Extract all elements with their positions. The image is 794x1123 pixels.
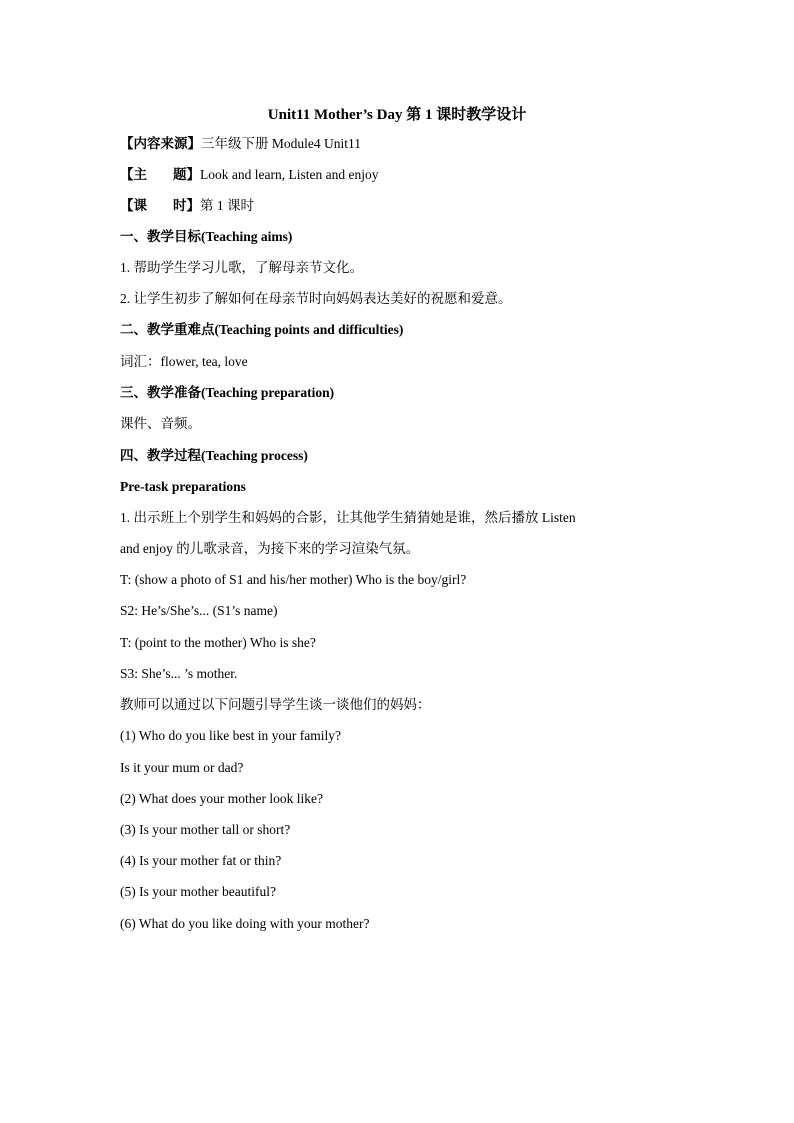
- step-1-line-2: and enjoy 的儿歌录音，为接下来的学习渲染气氛。: [120, 541, 420, 556]
- dialog-student-3: S3: She’s... ’s mother.: [120, 666, 238, 681]
- pretask-heading: Pre-task preparations: [120, 479, 246, 494]
- topic-value: Look and learn, Listen and enjoy: [200, 167, 379, 182]
- page-title: Unit11 Mother’s Day 第 1 课时教学设计: [267, 107, 527, 123]
- question-1b: Is it your mum or dad?: [120, 760, 244, 775]
- source-value: 三年级下册 Module4 Unit11: [201, 136, 361, 151]
- guide-intro: 教师可以通过以下问题引导学生谈一谈他们的妈妈：: [120, 697, 431, 712]
- period-value: 第 1 课时: [200, 198, 254, 213]
- question-2: (2) What does your mother look like?: [120, 791, 323, 806]
- prep-items: 课件、音频。: [120, 416, 201, 431]
- dialog-teacher-2: T: (point to the mother) Who is she?: [120, 635, 316, 650]
- source-line: [120, 136, 361, 152]
- dialog-student-2: S2: He’s/She’s... (S1’s name): [120, 603, 278, 618]
- process-heading: 四、教学过程(Teaching process): [120, 448, 308, 463]
- topic-label-a: 【主: [120, 167, 147, 182]
- aim-item-2: 2. 让学生初步了解如何在母亲节时向妈妈表达美好的祝愿和爱意。: [120, 291, 512, 306]
- question-1: (1) Who do you like best in your family?: [120, 728, 341, 743]
- period-label-b: 时】: [173, 198, 200, 213]
- question-5: (5) Is your mother beautiful?: [120, 884, 276, 899]
- question-4: (4) Is your mother fat or thin?: [120, 853, 282, 868]
- step-1-line-1: 1. 出示班上个别学生和妈妈的合影，让其他学生猜猜她是谁，然后播放 Listen: [120, 510, 576, 525]
- question-3: (3) Is your mother tall or short?: [120, 822, 291, 837]
- aims-heading: 一、教学目标(Teaching aims): [120, 229, 293, 244]
- topic-label-b: 题】: [173, 167, 200, 182]
- dialog-teacher-1: T: (show a photo of S1 and his/her mother) Who is the boy/girl?: [120, 572, 467, 587]
- question-6: (6) What do you like doing with your mother?: [120, 916, 370, 931]
- prep-heading: 三、教学准备(Teaching preparation): [120, 385, 335, 400]
- aim-item-1: 1. 帮助学生学习儿歌，了解母亲节文化。: [120, 260, 363, 275]
- topic-line: [120, 167, 378, 183]
- vocab-line: 词汇：flower, tea, love: [120, 354, 248, 369]
- period-line: [120, 198, 254, 214]
- points-heading: 二、教学重难点(Teaching points and difficulties): [120, 322, 404, 337]
- source-label: 【内容来源】: [120, 136, 201, 151]
- period-label-a: 【课: [120, 198, 147, 213]
